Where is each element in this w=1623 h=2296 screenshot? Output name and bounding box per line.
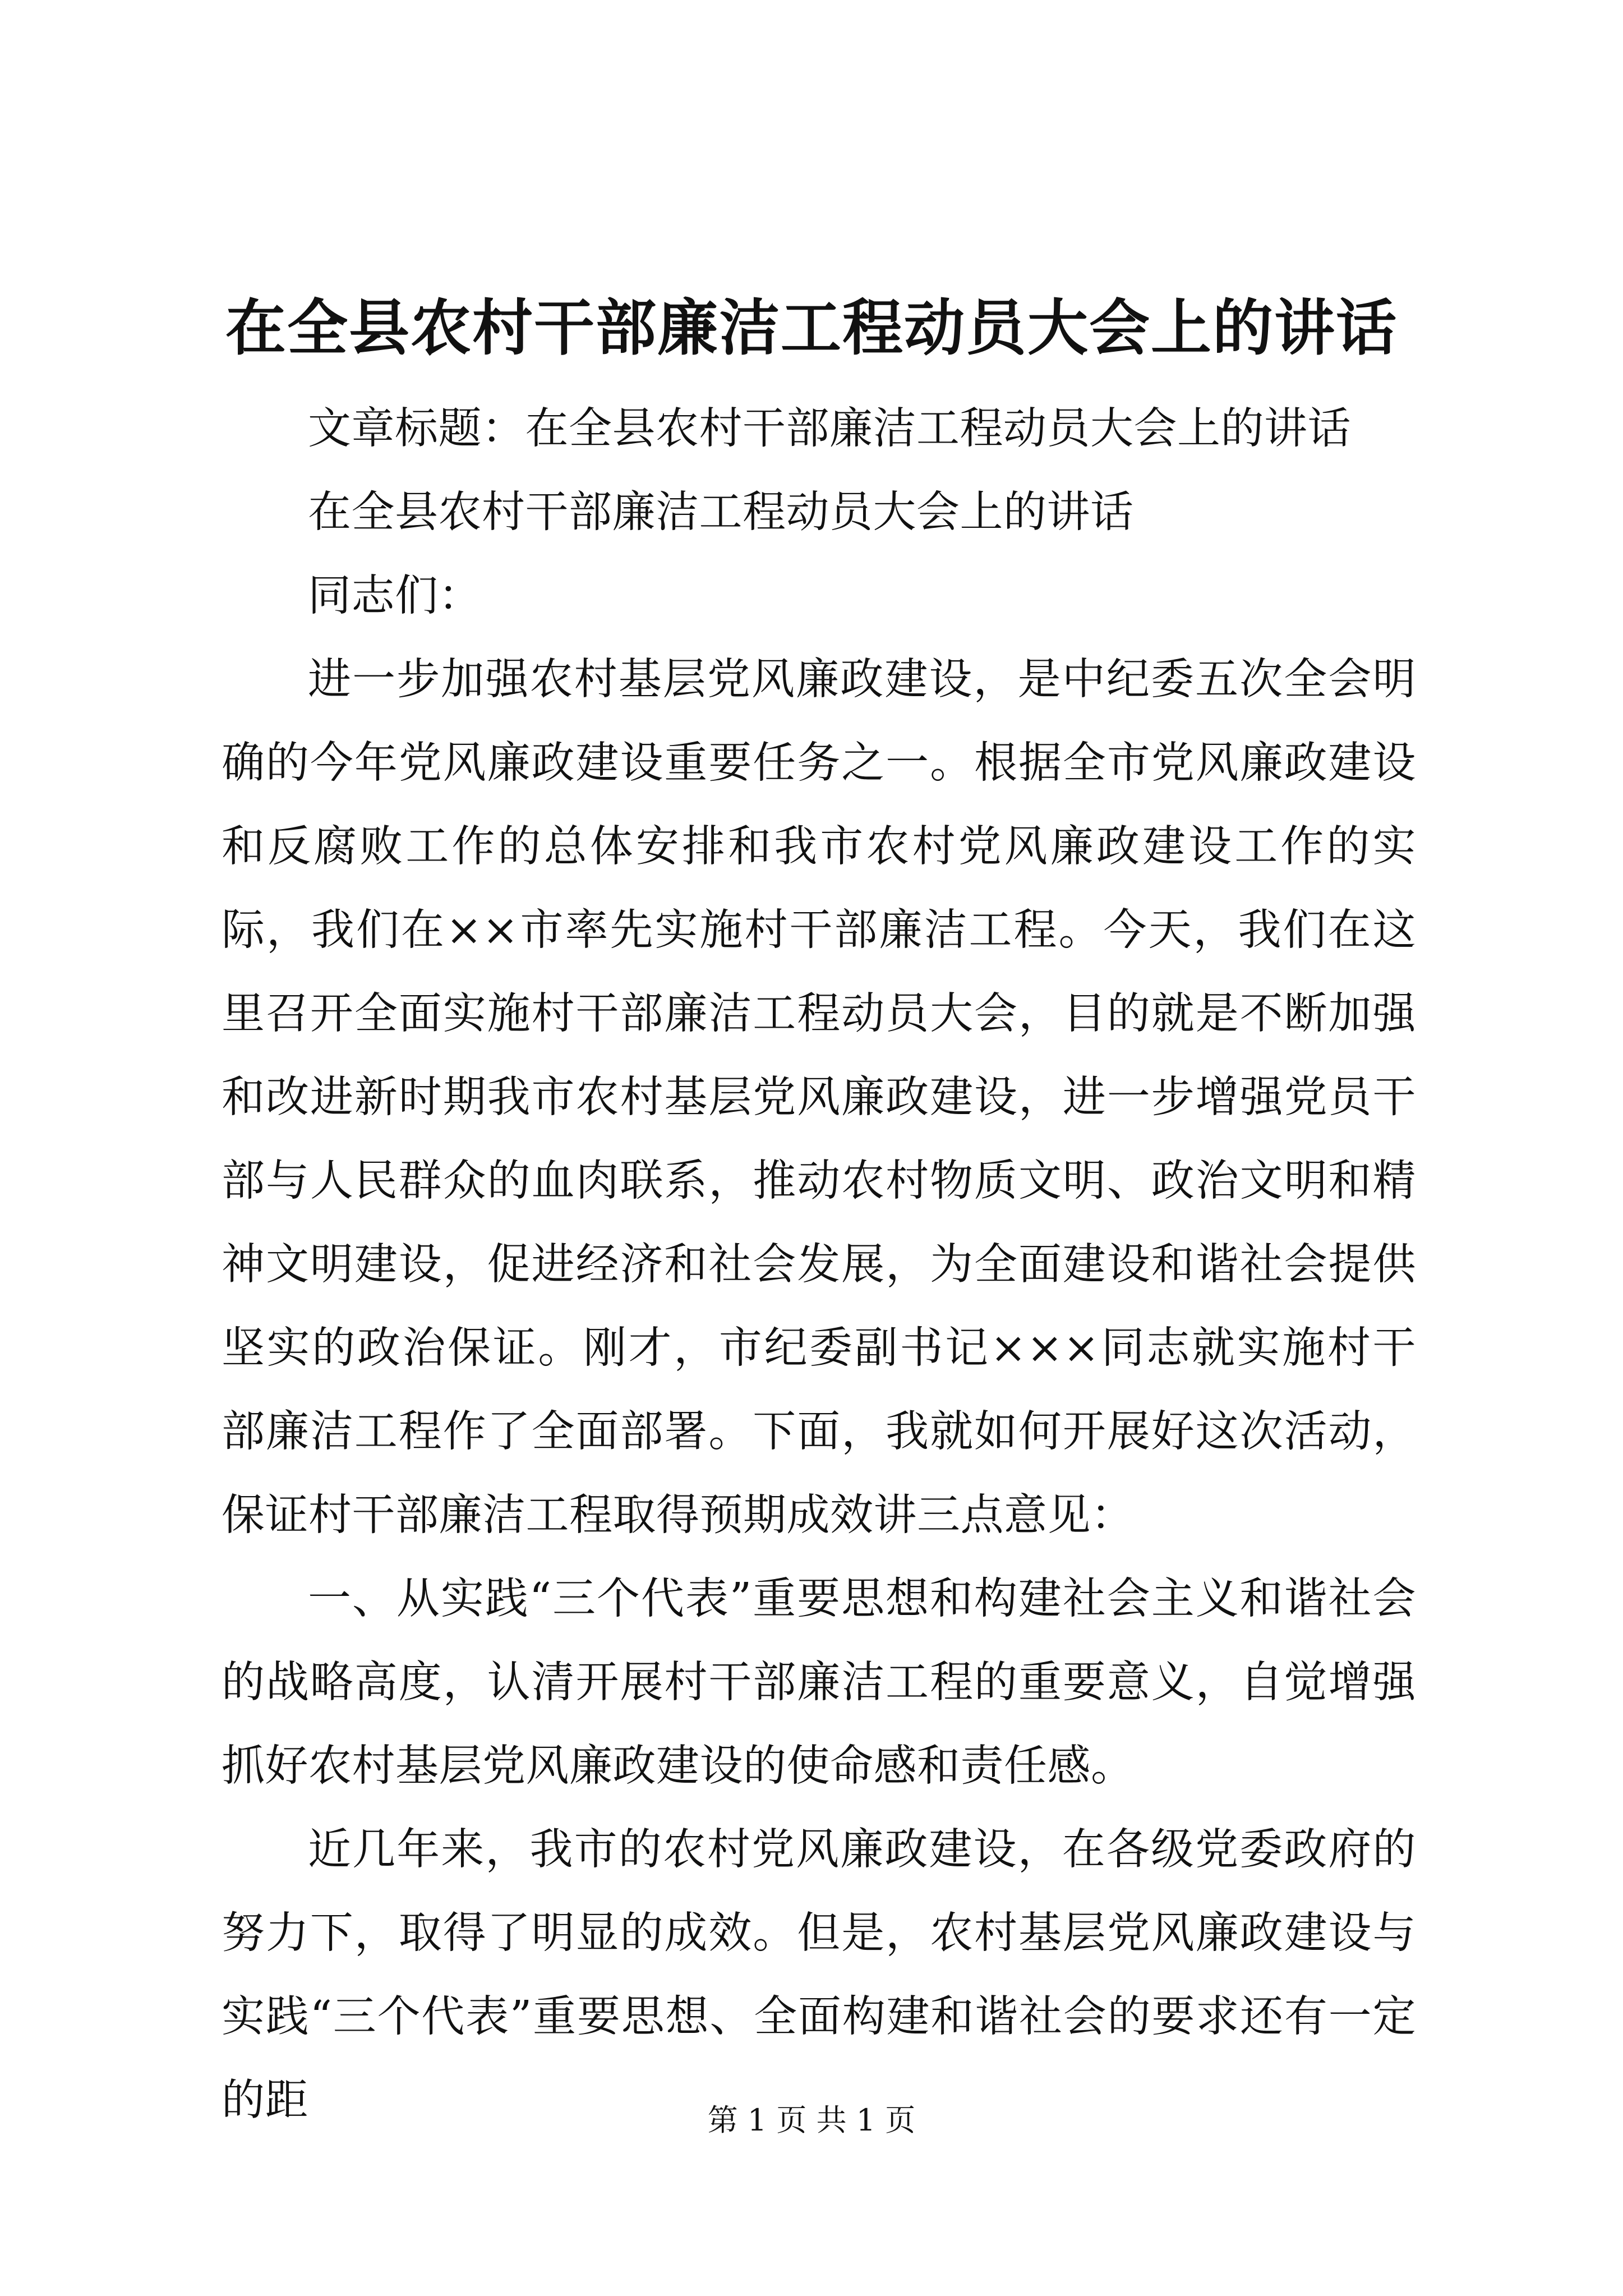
document-body bbox=[222, 387, 1416, 2142]
page-footer: 第 1 页 共 1 页 bbox=[707, 2102, 916, 2138]
section-heading: 一、从实践“三个代表”重要思想和构建社会主义和谐社会的战略高度，认清开展村干部廉洁工程的重要意义，自觉增强抓好农村基层党风廉政建设的使命感和责任感。 bbox=[222, 1574, 1416, 1791]
body-paragraph: 进一步加强农村基层党风廉政建设，是中纪委五次全会明确的今年党风廉政建设重要任务之一。根据全市党风廉政建设和反腐败工作的总体安排和我市农村党风廉政建设工作的实际，我们在××市率先实施村干部廉洁工程。今天，我们在这里召开全面实施村干部廉洁工程动员大会，目的就是不断加强和改进新时期我市农村基层党风廉政建设，进一步增强党员干部与人民群众的血肉联系，推动农村物质文明、政治文明和精神文明建设，促进经济和社会发展，为全面建设和谐社会提供坚实的政治保证。刚才，市纪委副书记×××同志就实施村干部廉洁工程作了全面部署。下面，我就如何开展好这次活动，保证村干部廉洁工程取得预期成效讲三点意见： bbox=[222, 655, 1416, 1540]
salutation: 同志们： bbox=[308, 571, 482, 621]
document-title: 在全县农村干部廉洁工程动员大会上的讲话 bbox=[225, 293, 1398, 364]
speech-title-line: 在全县农村干部廉洁工程动员大会上的讲话 bbox=[308, 487, 1134, 537]
article-title-line: 文章标题：在全县农村干部廉洁工程动员大会上的讲话 bbox=[308, 404, 1351, 454]
body-paragraph: 近几年来，我市的农村党风廉政建设，在各级党委政府的努力下，取得了明显的成效。但是，农村基层党风廉政建设与实践“三个代表”重要思想、全面构建和谐社会的要求还有一定的距 bbox=[222, 1825, 1416, 2125]
